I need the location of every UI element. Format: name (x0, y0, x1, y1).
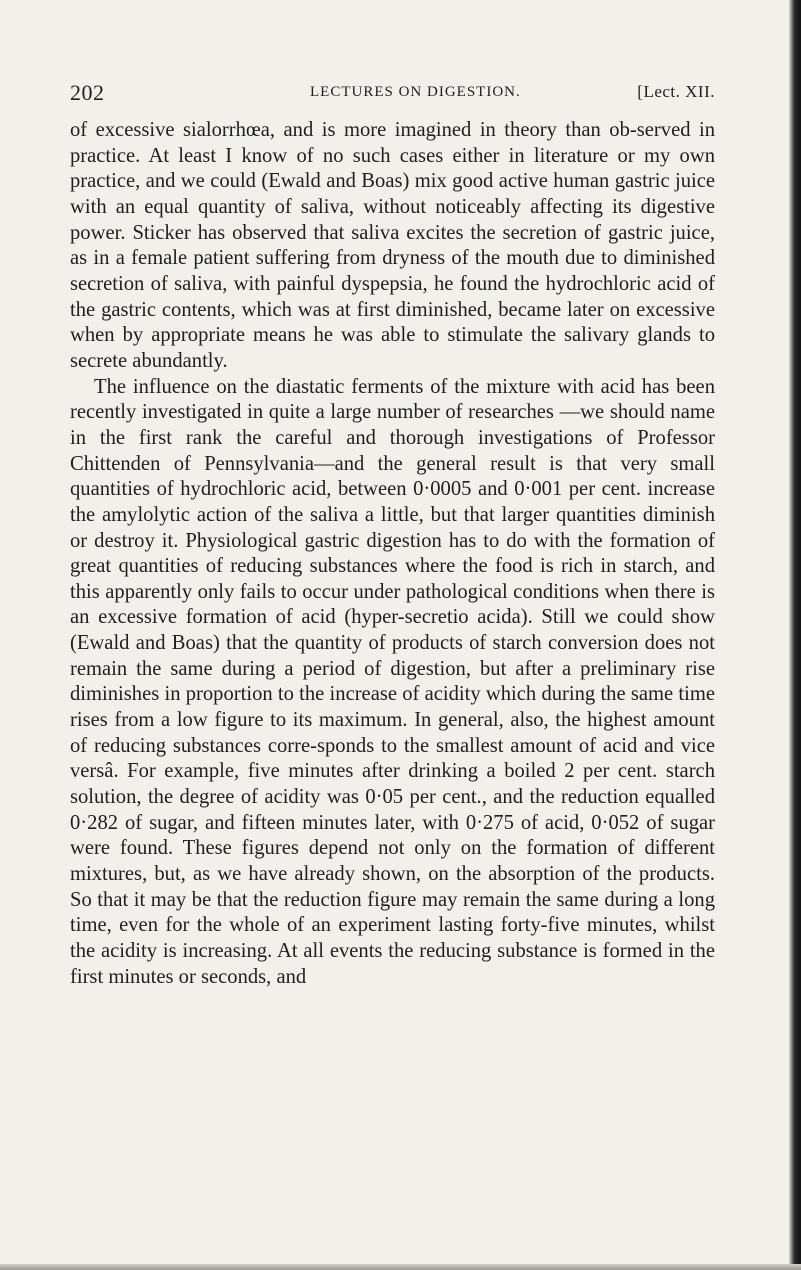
page-bottom-edge (0, 1264, 801, 1270)
page-edge-shadow (789, 0, 801, 1270)
running-title: LECTURES ON DIGESTION. (310, 84, 521, 100)
page-number: 202 (70, 80, 105, 105)
paragraph-2: The influence on the diastatic ferments of the mixture with acid has been recently investigated in quite a large number of researches —we should name in the first rank the careful and thorough investigations of Professor Chittenden of Pennsylvania—and the general result is that very small quantities of hydrochloric acid, between 0·0005 and 0·001 per cent. increase the amylolytic action of the saliva a little, but that larger quantities diminish or destroy it. Physiological gastric digestion has to do with the formation of great quantities of reducing substances where the food is rich in starch, and this apparently only fails to occur under pathological conditions when there is an excessive formation of acid (hyper-secretio acida). Still we could show (Ewald and Boas) that the quantity of products of starch conversion does not remain the same during a period of digestion, but after a preliminary rise diminishes in proportion to the increase of acidity which during the same time rises from a low figure to its maximum. In general, also, the highest amount of reducing substances corre-sponds to the smallest amount of acid and vice versâ. For example, five minutes after drinking a boiled 2 per cent. starch solution, the degree of acidity was 0·05 per cent., and the reduction equalled 0·282 of sugar, and fifteen minutes later, with 0·275 of acid, 0·052 of sugar were found. These figures depend not only on the formation of different mixtures, but, as we have already shown, on the absorption of the products. So that it may be that the reduction figure may remain the same during a long time, even for the whole of an experiment lasting forty-five minutes, whilst the acidity is increasing. At all events the reducing substance is formed in the first minutes or seconds, and (70, 375, 715, 988)
section-reference: [Lect. XII. (637, 82, 715, 101)
body-text (70, 118, 715, 990)
page-header (70, 80, 715, 108)
paragraph-1: of excessive sialorrhœa, and is more imagined in theory than ob-served in practice. At least I know of no such cases either in literature or my own practice, and we could (Ewald and Boas) mix good active human gastric juice with an equal quantity of saliva, without noticeably affecting its digestive power. Sticker has observed that saliva excites the secretion of gastric juice, as in a female patient suffering from dryness of the mouth due to diminished secretion of saliva, with painful dyspepsia, he found the hydrochloric acid of the gastric contents, which was at first diminished, became later on excessive when by appropriate means he was able to stimulate the salivary glands to secrete abundantly. (70, 119, 715, 372)
